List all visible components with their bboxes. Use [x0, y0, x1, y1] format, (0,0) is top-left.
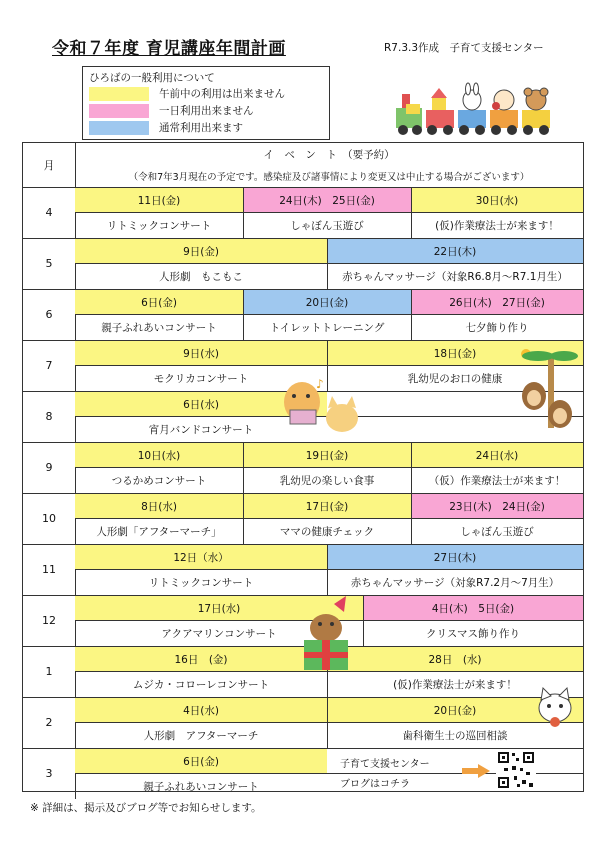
divider: [411, 493, 412, 544]
event-title: 人形劇「アフターマーチ」: [96, 525, 222, 538]
event-date: 19日(金): [243, 443, 411, 467]
event-title: 親子ふれあいコンサート: [143, 780, 259, 793]
event-date: 4日(水): [75, 698, 327, 722]
legend-swatch-yellow: [89, 87, 149, 101]
month-label: 6: [45, 308, 53, 321]
month-label: 9: [45, 461, 53, 474]
event-date: 24日(木) 25日(金): [243, 188, 411, 212]
event-title: 人形劇 アフターマーチ: [143, 729, 259, 742]
event-title: リトミックコンサート: [106, 219, 212, 232]
event-title: (仮)作業療法士が来ます！: [435, 219, 559, 232]
event-title: リトミックコンサート: [148, 576, 254, 589]
event-date: 6日(金): [75, 749, 327, 773]
event-date: 6日(水): [75, 392, 327, 416]
divider: [411, 187, 412, 238]
event-title: （仮）作業療法士が来ます！: [428, 474, 566, 487]
month-label: 4: [45, 206, 53, 219]
month-label: 10: [42, 512, 56, 525]
month-header: 月: [43, 159, 55, 172]
event-date: 26日(木) 27日(金): [411, 290, 583, 314]
divider: [411, 442, 412, 493]
monkey-palm-illustration: [514, 344, 578, 432]
page-title: 令和７年度 育児講座年間計画: [52, 39, 286, 59]
support-center-label: 子育て支援センター: [340, 759, 430, 770]
month-label: 7: [45, 359, 53, 372]
event-date: 17日(水): [75, 596, 363, 620]
event-date: 6日(金): [75, 290, 243, 314]
divider: [243, 187, 244, 238]
event-title: ママの健康チェック: [279, 525, 375, 538]
event-title: 歯科衛生士の巡回相談: [402, 729, 508, 742]
event-date: 9日(水): [75, 341, 327, 365]
event-title: つるかめコンサート: [111, 474, 207, 487]
event-title: 親子ふれあいコンサート: [101, 321, 217, 334]
month-label: 1: [45, 665, 53, 678]
legend-label: 一日利用出来ません: [159, 105, 254, 117]
event-date: 16日 (金): [75, 647, 327, 671]
train-illustration: [394, 82, 580, 138]
event-title: 七夕飾り作り: [465, 321, 529, 334]
event-title: 宵月バンドコンサート: [148, 423, 254, 436]
event-date: 10日(水): [75, 443, 243, 467]
divider: [243, 493, 244, 544]
event-title: (仮)作業療法士が来ます！: [393, 678, 517, 691]
event-title: しゃぼん玉遊び: [460, 525, 534, 538]
cat-illustration: [534, 686, 576, 728]
divider: [243, 442, 244, 493]
event-date: 8日(水): [75, 494, 243, 518]
event-date: 12日（水）: [75, 545, 327, 569]
event-title: アクアマリンコンサート: [161, 627, 277, 640]
event-date: 18日(金): [327, 341, 583, 365]
event-date: 23日(木) 24日(金): [411, 494, 583, 518]
gift-bear-illustration: [290, 594, 362, 674]
event-title: クリスマス飾り作り: [425, 627, 521, 640]
month-label: 2: [45, 716, 53, 729]
month-label: 11: [42, 563, 56, 576]
month-label: 8: [45, 410, 53, 423]
event-title: 赤ちゃんマッサージ（対象R7.2月～7月生）: [350, 576, 560, 589]
divider: [327, 697, 328, 748]
event-date: 22日(木): [327, 239, 583, 263]
event-date: 30日(水): [411, 188, 583, 212]
event-date: 20日(金): [243, 290, 411, 314]
schedule-note: （令和7年3月現在の予定です。感染症及び諸事情により変更又は中止する場合がございます）: [128, 172, 530, 183]
qr-code-icon[interactable]: [496, 750, 536, 790]
event-date: 24日(水): [411, 443, 583, 467]
divider: [363, 595, 364, 646]
event-title: 乳幼児の楽しい食事: [279, 474, 375, 487]
event-title: しゃぼん玉遊び: [290, 219, 364, 232]
event-table: [22, 142, 584, 792]
legend: [82, 66, 330, 140]
event-date: 17日(金): [243, 494, 411, 518]
event-date: 27日(木): [327, 545, 583, 569]
legend-label: 午前中の利用は出来ません: [159, 88, 285, 100]
arrow-right-icon: [462, 764, 490, 778]
animals-music-illustration: [276, 376, 372, 438]
event-title: 赤ちゃんマッサージ（対象R6.8月～R7.1月生）: [342, 270, 568, 283]
divider: [327, 238, 328, 289]
event-date: 4日(木) 5日(金): [363, 596, 583, 620]
divider: [411, 289, 412, 340]
blog-label: ブログはコチラ: [340, 779, 410, 790]
event-title: 乳幼児のお口の健康: [407, 372, 503, 385]
event-date: 28日 (水): [327, 647, 583, 671]
legend-label: 通常利用出来ます: [159, 122, 243, 134]
event-title: トイレットトレーニング: [269, 321, 385, 334]
month-label: 5: [45, 257, 53, 270]
event-title: 人形劇 もこもこ: [159, 270, 243, 283]
divider: [327, 544, 328, 595]
created-info: R7.3.3作成 子育て支援センター: [384, 42, 544, 54]
event-date: 11日(金): [75, 188, 243, 212]
event-date: 9日(金): [75, 239, 327, 263]
month-label: 3: [45, 767, 53, 780]
divider: [243, 289, 244, 340]
month-label: 12: [42, 614, 56, 627]
legend-title: ひろばの一般利用について: [89, 72, 215, 84]
event-header: イ ベ ン ト （要予約）: [263, 148, 395, 161]
legend-swatch-blue: [89, 121, 149, 135]
event-title: モクリカコンサート: [153, 372, 249, 385]
event-date: 20日(金): [327, 698, 583, 722]
legend-swatch-pink: [89, 104, 149, 118]
footer-note: ※ 詳細は、掲示及びブログ等でお知らせします。: [30, 802, 262, 814]
event-title: ムジカ・コローレコンサート: [132, 678, 270, 691]
svg-text:♪: ♪: [316, 377, 324, 391]
